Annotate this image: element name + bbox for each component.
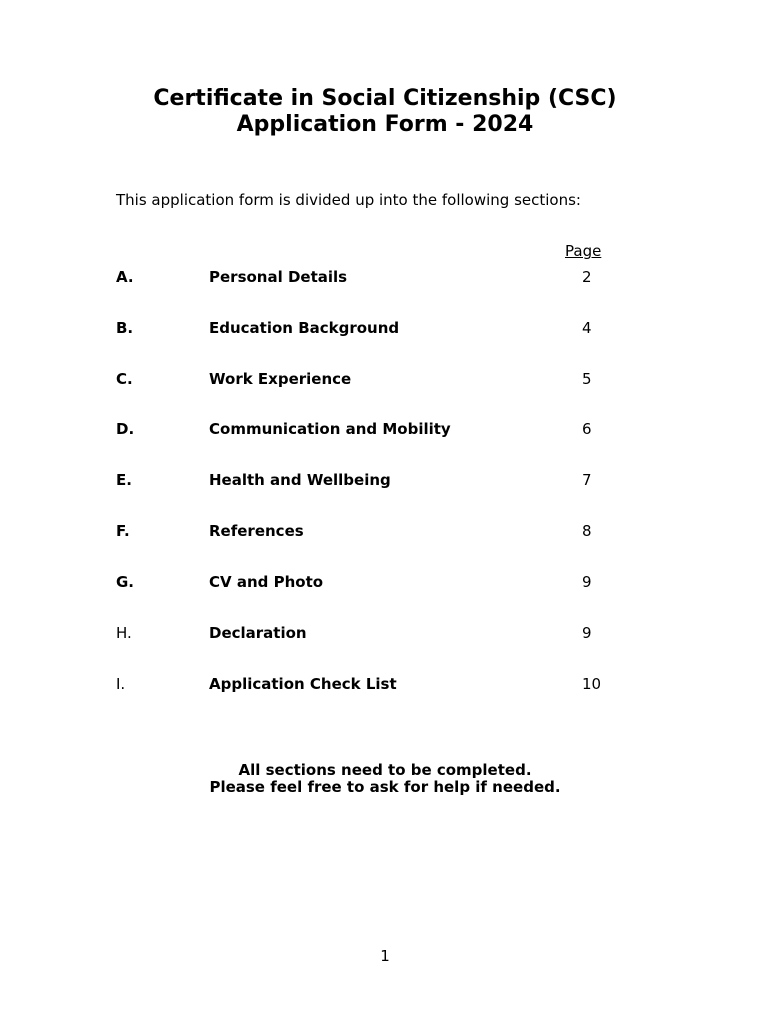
- contents-row: [0, 623, 770, 643]
- section-name: References: [209, 522, 304, 540]
- contents-row: [0, 470, 770, 490]
- page-number: 1: [380, 947, 390, 965]
- section-name: Health and Wellbeing: [209, 471, 391, 489]
- document-title: [0, 86, 770, 138]
- section-letter: C.: [116, 370, 133, 388]
- section-page: 8: [582, 522, 592, 540]
- section-page: 9: [582, 624, 592, 642]
- completion-note-line-1: All sections need to be completed.: [238, 761, 532, 779]
- completion-note: [0, 762, 770, 796]
- section-name: CV and Photo: [209, 573, 324, 591]
- section-letter: A.: [116, 268, 134, 286]
- section-name: Personal Details: [209, 268, 348, 286]
- section-letter: D.: [116, 420, 135, 438]
- section-page: 2: [582, 268, 592, 286]
- section-letter: H.: [116, 624, 132, 642]
- title-line-2: Application Form - 2024: [236, 112, 534, 137]
- section-letter: E.: [116, 471, 132, 489]
- intro-text: This application form is divided up into the following sections:: [116, 191, 581, 209]
- contents-row: [0, 318, 770, 338]
- section-name: Application Check List: [209, 675, 397, 693]
- completion-note-line-2: Please feel free to ask for help if needed.: [209, 778, 561, 796]
- section-name: Declaration: [209, 624, 307, 642]
- section-page: 5: [582, 370, 592, 388]
- section-name: Education Background: [209, 319, 400, 337]
- section-letter: I.: [116, 675, 126, 693]
- section-name: Work Experience: [209, 370, 352, 388]
- section-letter: F.: [116, 522, 130, 540]
- contents-row: [0, 267, 770, 287]
- section-page: 4: [582, 319, 592, 337]
- section-letter: B.: [116, 319, 134, 337]
- section-page: 6: [582, 420, 592, 438]
- contents-row: [0, 674, 770, 694]
- title-line-1: Certificate in Social Citizenship (CSC): [153, 86, 617, 111]
- contents-row: [0, 521, 770, 541]
- section-page: 7: [582, 471, 592, 489]
- section-letter: G.: [116, 573, 135, 591]
- contents-row: [0, 369, 770, 389]
- section-name: Communication and Mobility: [209, 420, 451, 438]
- contents-row: [0, 419, 770, 439]
- section-page: 9: [582, 573, 592, 591]
- contents-row: [0, 572, 770, 592]
- page-column-header: Page: [565, 242, 602, 260]
- section-page: 10: [582, 675, 602, 693]
